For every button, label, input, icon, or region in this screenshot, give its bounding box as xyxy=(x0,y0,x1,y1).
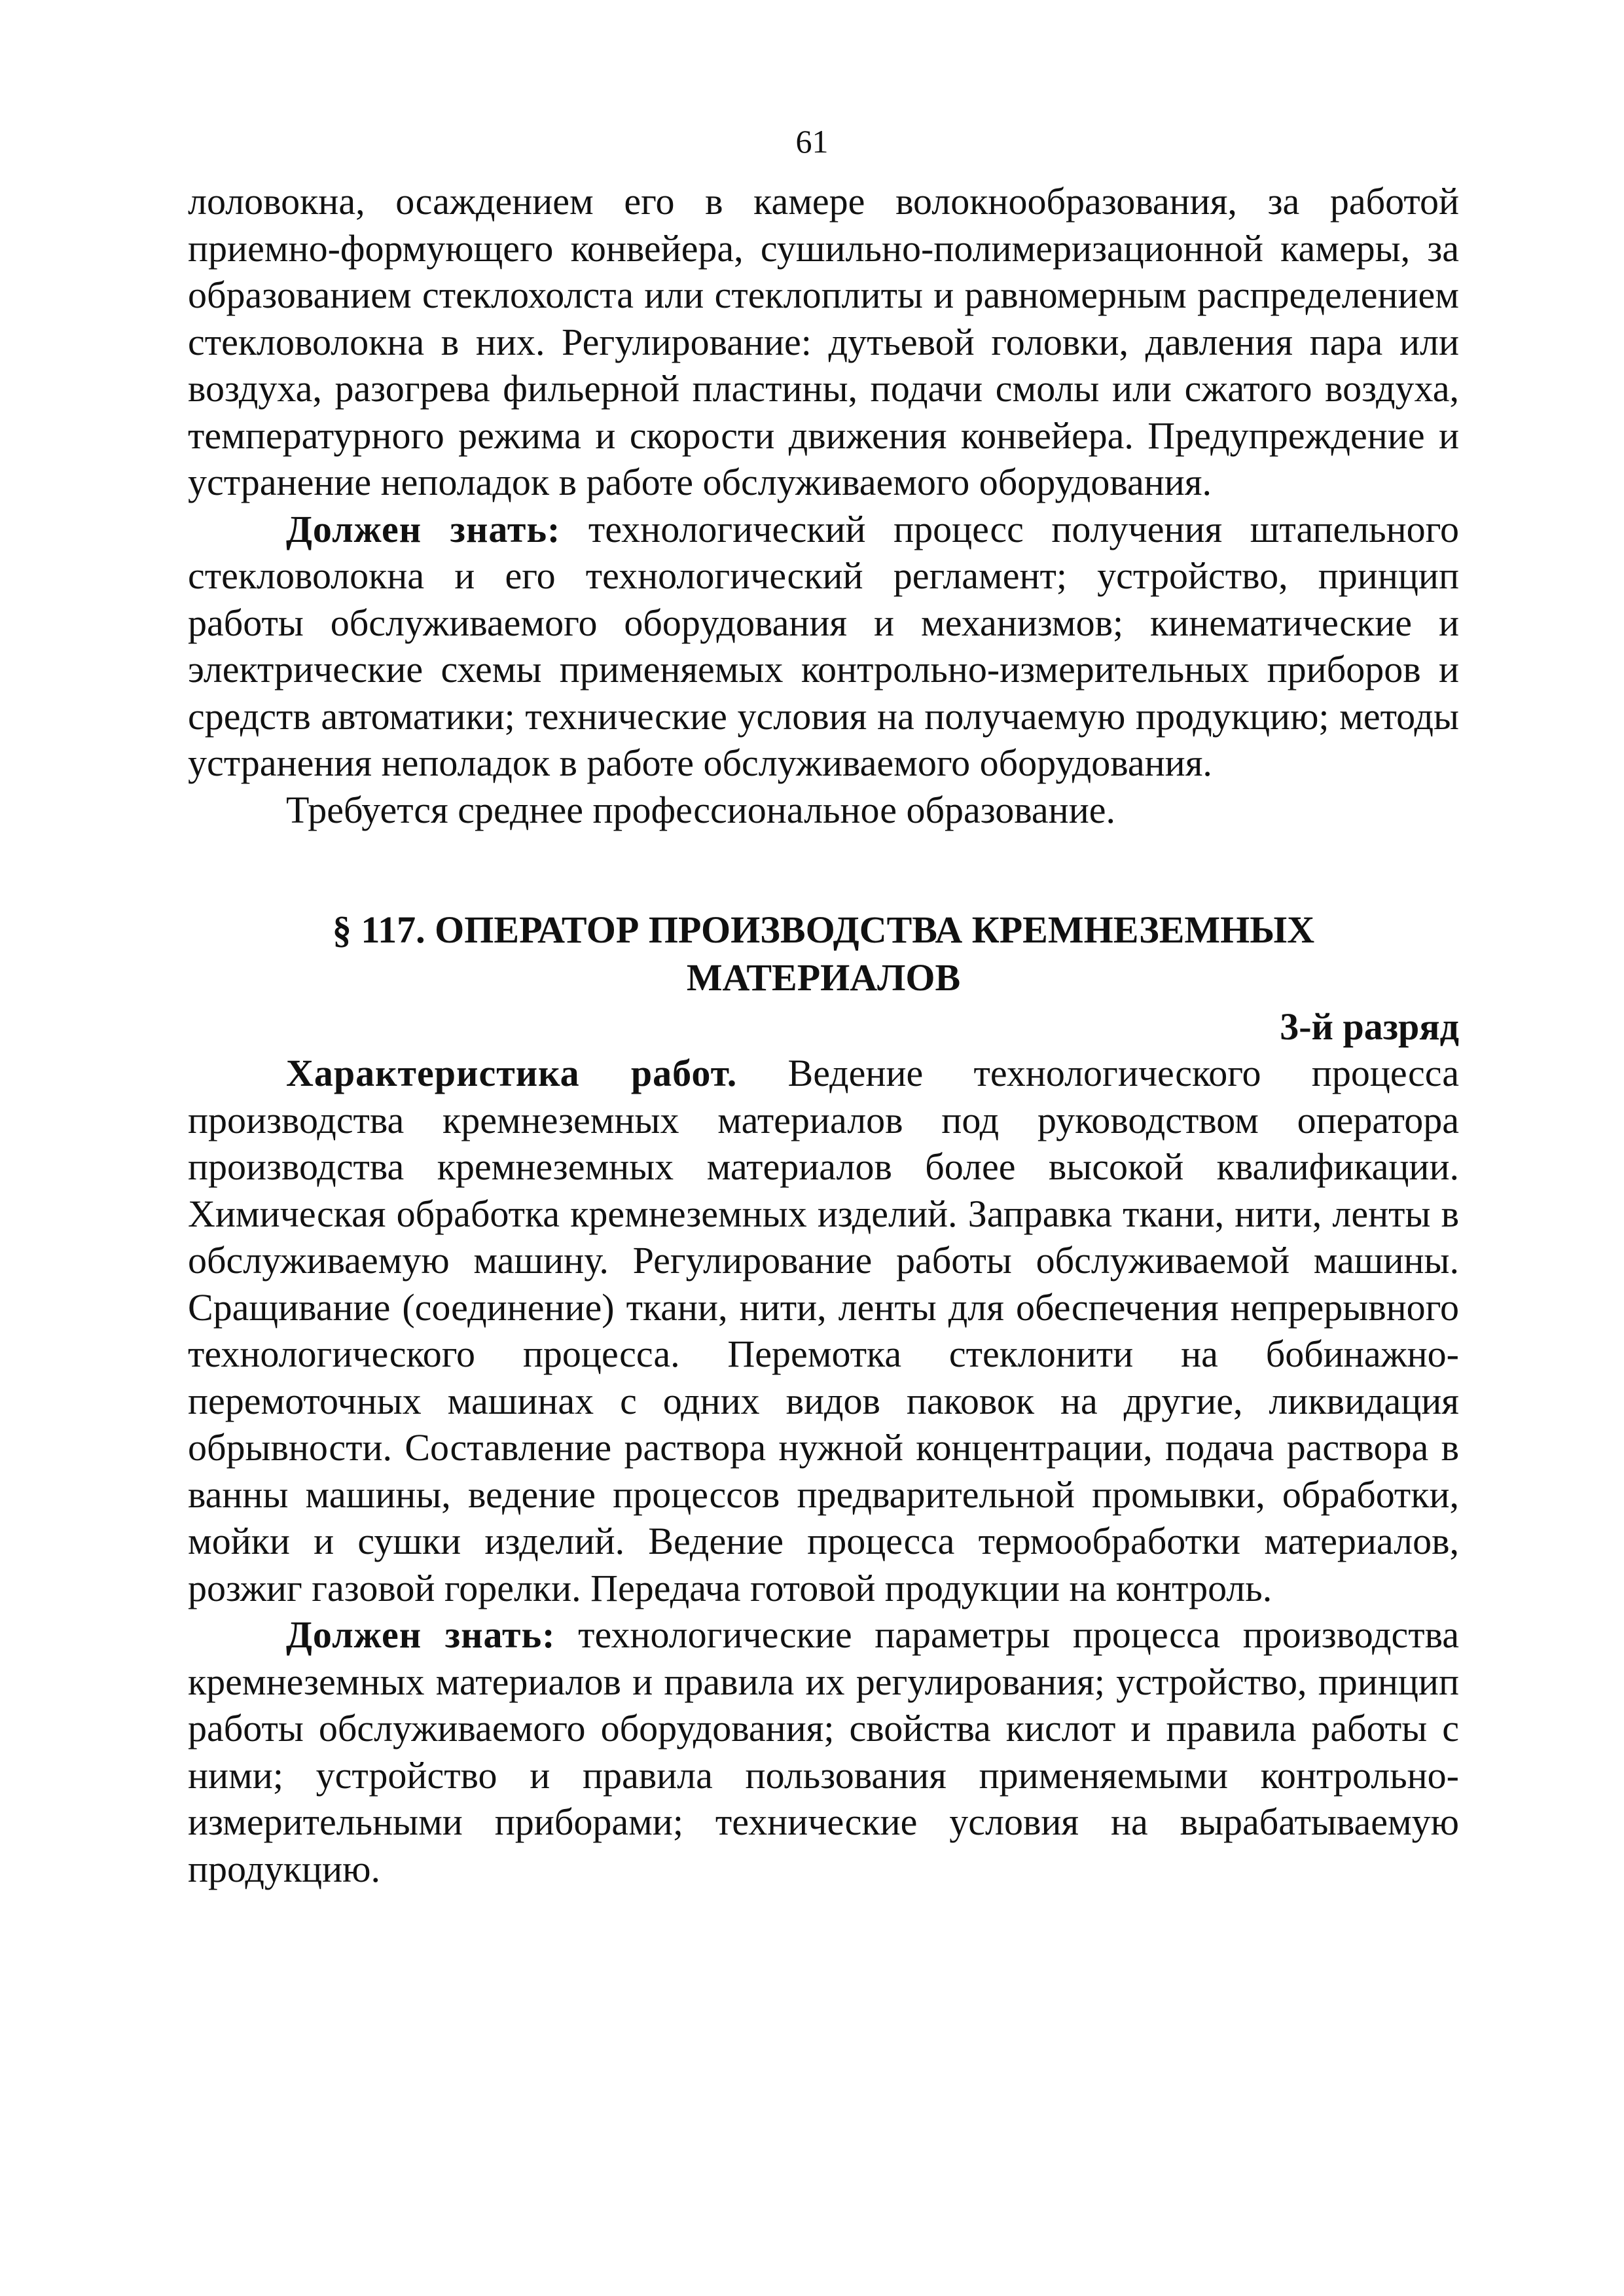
characteristics-paragraph xyxy=(188,1050,1459,1611)
education-requirement: Требуется среднее профессиональное образование. xyxy=(286,788,1115,831)
section-heading-line-2: МАТЕРИАЛОВ xyxy=(686,956,961,999)
must-know-text: технологический процесс получения штапельного стекловолокна и его технологический регламент; устройство, принцип работы обслуживаемого оборудования и механизмов; кинематические и электрические схемы применяемых контрольно-измерительных приборов и средств автоматики; технические условия на получаемую продукцию; методы устранения неполадок в работе обслуживаемого оборудования. xyxy=(188,507,1459,784)
must-know-text-2: технологические параметры процесса производства кремнеземных материалов и правила их регулирования; устройство, принцип работы обслуживаемого оборудования; свойства кислот и правила работы с ними; устройство и правила пользования применяемыми контрольно-измерительными приборами; технические условия на вырабатываемую продукцию. xyxy=(188,1613,1459,1890)
page-number: 61 xyxy=(795,123,829,160)
section-continuation xyxy=(188,178,1459,833)
section-heading xyxy=(188,906,1459,1001)
grade-label: 3-й разряд xyxy=(1280,1005,1459,1048)
must-know-label-2: Должен знать: xyxy=(286,1613,556,1656)
section-heading-line-1: § 117. ОПЕРАТОР ПРОИЗВОДСТВА КРЕМНЕЗЕМНЫХ xyxy=(332,908,1315,951)
duties-paragraph: лоловокна, осаждением его в камере волокнообразования, за работой приемно-формующего конвейера, сушильно-полимеризационной камеры, за образованием стеклохолста или стеклоплиты и равномерным распределением стекловолокна в них. Регулирование: дутьевой головки, давления пара или воздуха, разогрева фильерной пластины, подачи смолы или сжатого воздуха, температурного режима и скорости движения конвейера. Предупреждение и устранение неполадок в работе обслуживаемого оборудования. xyxy=(188,180,1459,503)
section-117-body xyxy=(188,1050,1459,1892)
characteristics-label: Характеристика работ. xyxy=(286,1052,738,1094)
must-know-paragraph xyxy=(188,506,1459,787)
characteristics-text: Ведение технологического процесса производства кремнеземных материалов под руководством оператора производства кремнеземных материалов более высокой квалификации. Химическая обработка кремнеземных изделий. Заправка ткани, нити, ленты в обслуживаемую машину. Регулирование работы обслуживаемой машины. Сращивание (соединение) ткани, нити, ленты для обеспечения непрерывного технологического процесса. Перемотка стеклонити на бобинажно-перемоточных машинах с одних видов паковок на другие, ликвидация обрывности. Составление раствора нужной концентрации, подача раствора в ванны машины, ведение процессов предварительной промывки, обработки, мойки и сушки изделий. Ведение процесса термообработки материалов, розжиг газовой горелки. Передача готовой продукции на контроль. xyxy=(188,1052,1459,1609)
must-know-label: Должен знать: xyxy=(286,507,561,550)
must-know-paragraph-2 xyxy=(188,1611,1459,1892)
